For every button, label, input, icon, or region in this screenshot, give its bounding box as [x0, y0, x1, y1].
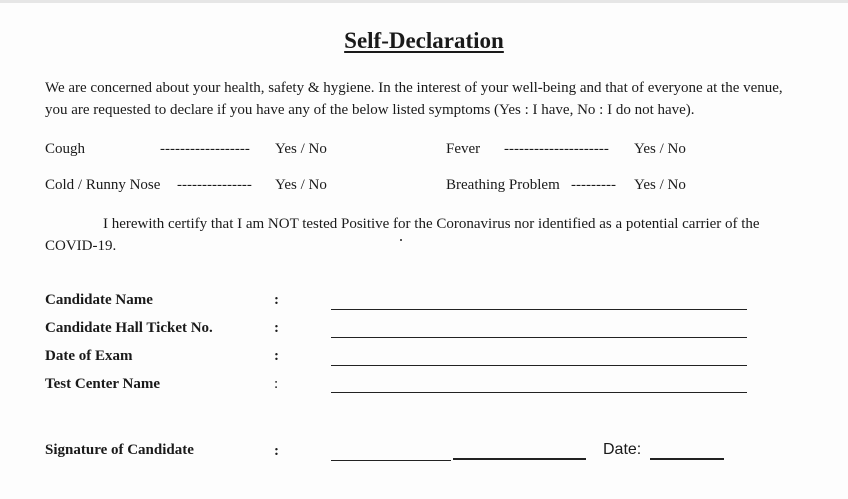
field-test-center-label: Test Center Name — [45, 376, 160, 392]
intro-paragraph — [45, 77, 835, 121]
symptom-cough-label: Cough — [45, 141, 86, 157]
signature-input-line[interactable] — [331, 460, 451, 461]
field-date-of-exam-colon: : — [274, 348, 279, 364]
field-candidate-name-colon: : — [274, 292, 279, 308]
stray-dot — [400, 239, 402, 241]
signature-label: Signature of Candidate — [45, 442, 194, 458]
field-candidate-name-label: Candidate Name — [45, 292, 153, 308]
field-test-center-colon: : — [274, 376, 279, 392]
symptom-fever-label: Fever — [446, 141, 481, 157]
symptom-cold-answer[interactable]: Yes / No — [275, 177, 327, 193]
candidate-name-input-line[interactable] — [331, 309, 747, 310]
certification-line-2: COVID-19. — [45, 238, 117, 254]
symptom-breathing-dashes: --------- — [571, 177, 616, 193]
certification-line-1: I herewith certify that I am NOT tested Positive for the Coronavirus nor identified as a potential carrier of the — [103, 216, 760, 232]
symptom-fever-dashes: --------------------- — [504, 141, 609, 157]
signature-input-line-extension[interactable] — [453, 458, 586, 460]
intro-line-2: you are requested to declare if you have any of the below listed symptoms (Yes : I have, No : I do not have). — [45, 102, 695, 118]
date-input-line[interactable] — [650, 458, 724, 460]
date-label: Date: — [603, 441, 642, 458]
intro-line-1: We are concerned about your health, safety & hygiene. In the interest of your well-being and that of everyone at the venue, — [45, 80, 783, 96]
field-date-of-exam-label: Date of Exam — [45, 348, 133, 364]
field-hall-ticket-label: Candidate Hall Ticket No. — [45, 320, 213, 336]
test-center-input-line[interactable] — [331, 392, 747, 393]
field-hall-ticket-colon: : — [274, 320, 279, 336]
signature-colon: : — [274, 443, 279, 459]
certification-paragraph — [45, 213, 835, 257]
symptom-cough-answer[interactable]: Yes / No — [275, 141, 327, 157]
symptom-breathing-label: Breathing Problem — [446, 177, 560, 193]
symptom-cold-label: Cold / Runny Nose — [45, 177, 161, 193]
symptom-fever-answer[interactable]: Yes / No — [634, 141, 686, 157]
symptom-breathing-answer[interactable]: Yes / No — [634, 177, 686, 193]
page-title: Self-Declaration — [344, 28, 504, 53]
top-border — [0, 0, 848, 3]
symptom-cough-dashes: ------------------ — [160, 141, 250, 157]
date-of-exam-input-line[interactable] — [331, 365, 747, 366]
hall-ticket-input-line[interactable] — [331, 337, 747, 338]
symptom-cold-dashes: --------------- — [177, 177, 252, 193]
